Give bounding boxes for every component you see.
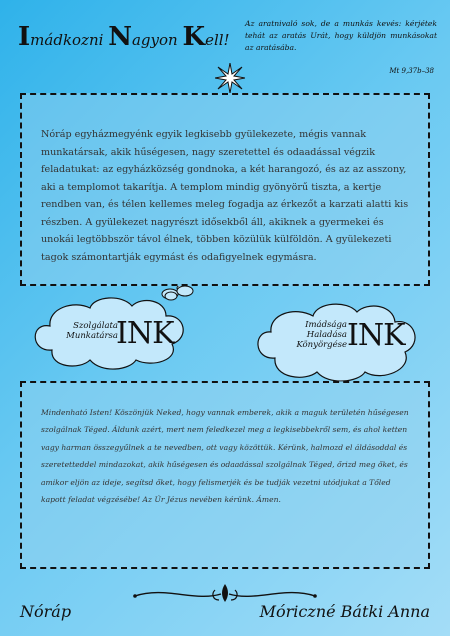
cloud-right-label-2: Haladása <box>306 330 347 340</box>
title-initial-3: K <box>182 22 206 52</box>
title-initial-1: I <box>18 22 31 52</box>
title-word-3: ell! <box>205 31 230 49</box>
thought-bubbles-icon <box>160 284 195 304</box>
title-word-2: agyon <box>131 31 183 49</box>
footer-author: Móriczné Bátki Anna <box>259 602 430 621</box>
prayer-box <box>20 381 430 569</box>
star-icon <box>215 63 245 93</box>
cloud-right-label-1: Imádsága <box>305 320 347 330</box>
title-initial-2: N <box>108 22 132 52</box>
cloud-right-label-3: Könyörgése <box>296 340 347 350</box>
footer-place: Nóráp <box>20 602 72 621</box>
title-word-1: mádkozni <box>30 31 109 49</box>
cloud-left-label-1: Szolgálata <box>73 321 118 331</box>
cloud-right <box>255 296 420 388</box>
page-title <box>18 22 230 52</box>
prayer-text: Mindenható Isten! Köszönjük Neked, hogy vannak emberek, akik a maguk területén hűségesen szolgálnak Téged. Áldunk azért, mert nem feledkezel meg a legkisebbekről sem, és ahol ketten vagy harman összegyűlnek a te nevedben, ott vagy közöttük. Kérünk, halmozd el áldásoddal és szeretetteddel mindazokat, akik hűségesen és odaadással szolgálnak Téged, őrizd meg őket, és amikor eljön az ideje, segítsd őket, hogy felismerjék és be tudják vezetni utódjukat a Tőled kapott feladat végzésébe! Az Úr Jézus nevében kérünk. Ámen. <box>41 408 409 505</box>
description-box <box>20 93 430 286</box>
cloud-right-ink: INK <box>347 318 405 353</box>
cloud-left-ink: INK <box>116 316 174 351</box>
description-text: Nóráp egyházmegyénk egyik legkisebb gyülekezete, mégis vannak munkatársak, akik hűségesen, nagy szeretettel és odaadással végzik feladatukat: az egyházközség gondnoka, a két harangozó, és az az asszony, aki a templomot takarítja. A templom mindig gyönyörű tiszta, a kertje rendben van, és télen kellemes meleg fogadja az érkezőt a karzati alatti kis részben. A gyülekezet nagyrészt idősekből áll, akiknek a gyermekei és unokái legtöbbször távol élnek, többen közülük külföldön. A gyülekezeti tagok számontartják egymást és odafigyelnek egymásra. <box>41 129 409 263</box>
bible-verse-reference: Mt 9,37b–38 <box>389 67 434 75</box>
cloud-left-label-2: Munkatársa <box>66 331 118 341</box>
bible-verse: Az aratnivaló sok, de a munkás kevés: kérjétek tehát az aratás Urát, hogy küldjön munkásokat az aratásába. <box>245 19 437 52</box>
